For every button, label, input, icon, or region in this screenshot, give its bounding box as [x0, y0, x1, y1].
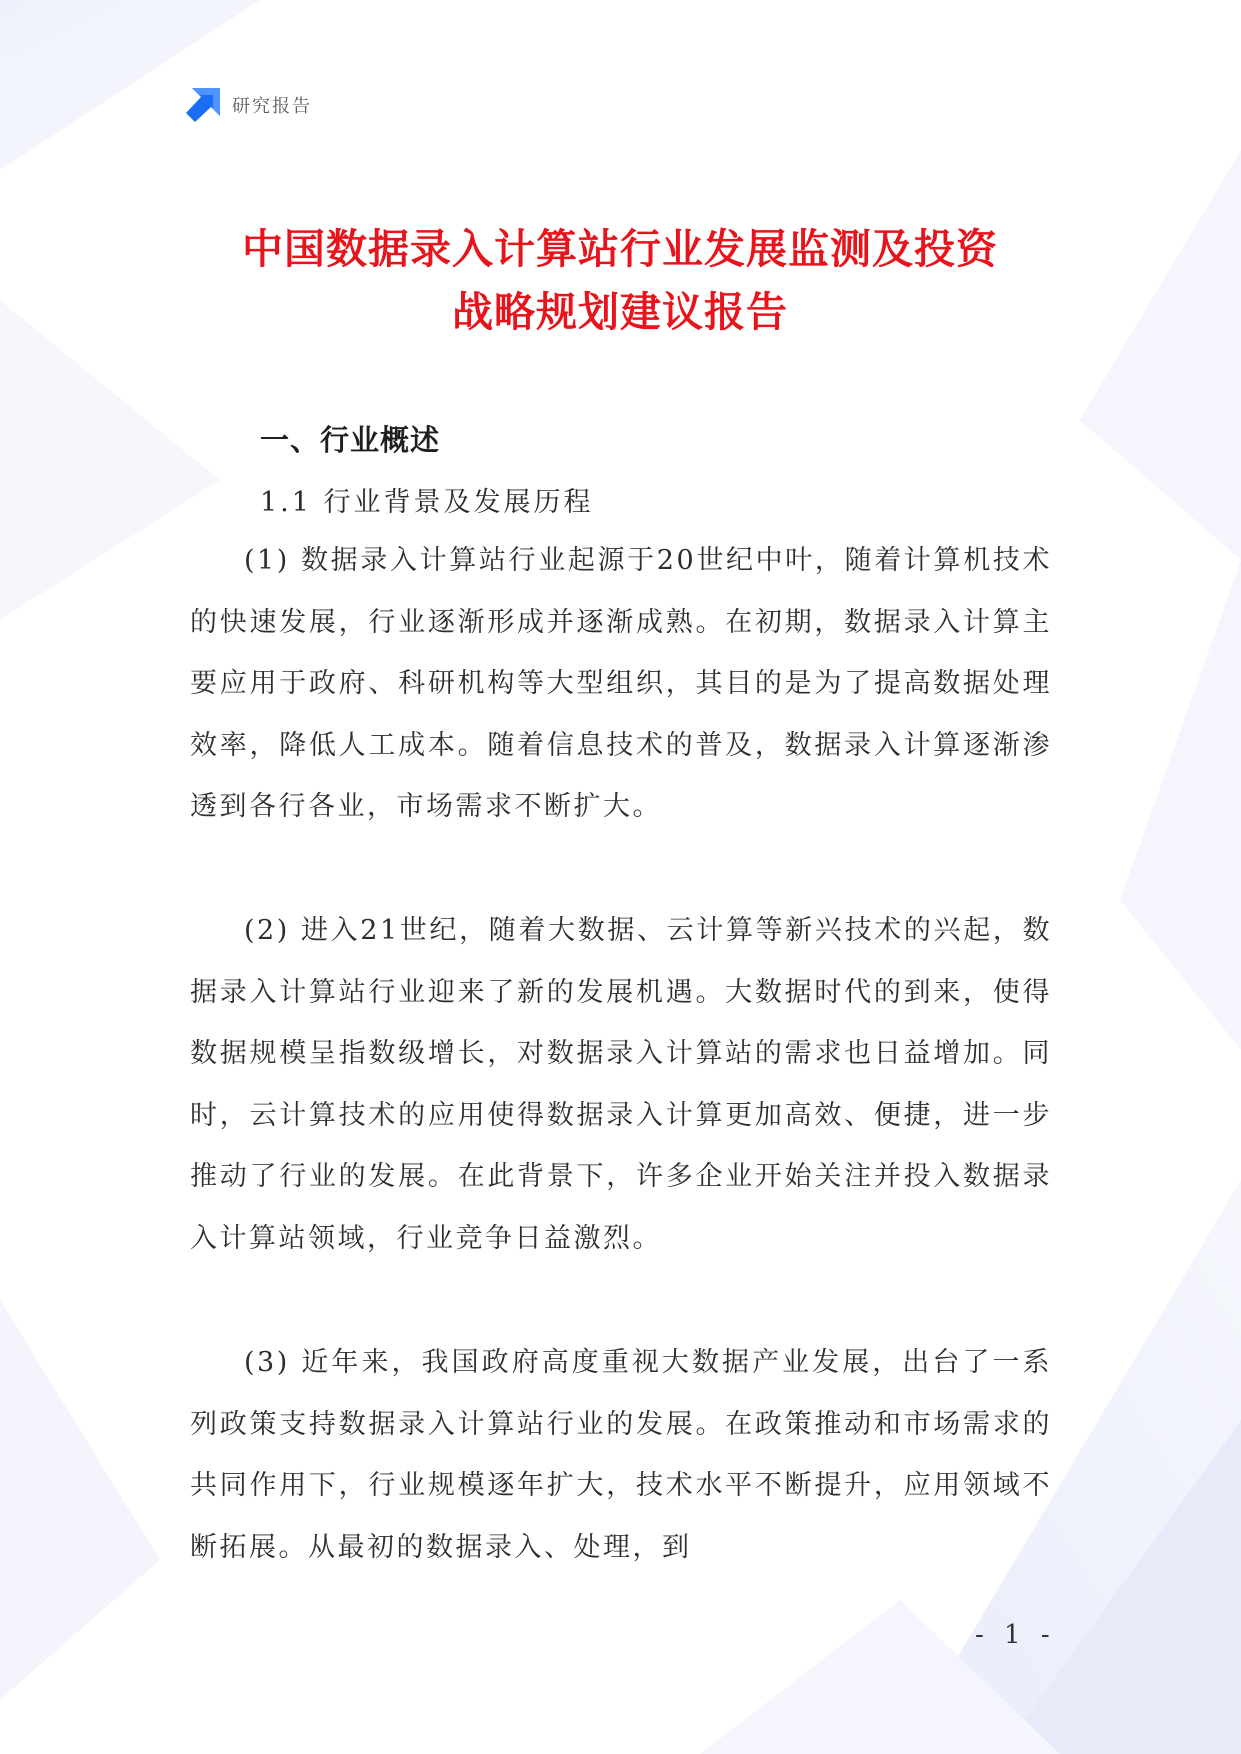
header-label: 研究报告	[232, 96, 312, 117]
body-paragraph-2: (2) 进入21世纪，随着大数据、云计算等新兴技术的兴起，数据录入计算站行业迎来了新的发展机遇。大数据时代的到来，使得数据规模呈指数级增长，对数据录入计算站的需求也日益增加。同时，云计算技术的应用使得数据录入计算更加高效、便捷，进一步推动了行业的发展。在此背景下，许多企业开始关注并投入数据录入计算站领域，行业竞争日益激烈。	[190, 915, 1052, 1254]
section-heading: 一、行业概述	[260, 423, 441, 457]
title-line-2: 战略规划建议报告	[452, 288, 788, 336]
document-title	[150, 218, 1090, 344]
body-paragraph-3-block	[190, 1332, 1052, 1578]
subsection-heading: 1.1 行业背景及发展历程	[260, 487, 594, 518]
report-header	[186, 88, 312, 122]
arrow-up-right-icon	[186, 88, 220, 122]
body-paragraph-1: (1) 数据录入计算站行业起源于20世纪中叶，随着计算机技术的快速发展，行业逐渐形成并逐渐成熟。在初期，数据录入计算主要应用于政府、科研机构等大型组织，其目的是为了提高数据处理效率，降低人工成本。随着信息技术的普及，数据录入计算逐渐渗透到各行各业，市场需求不断扩大。	[190, 545, 1052, 822]
body-paragraph-2-block	[190, 900, 1052, 1269]
body-paragraph-1-block	[190, 530, 1052, 838]
page-number: - 1 -	[975, 1620, 1056, 1650]
body-paragraph-3: (3) 近年来，我国政府高度重视大数据产业发展，出台了一系列政策支持数据录入计算站行业的发展。在政策推动和市场需求的共同作用下，行业规模逐年扩大，技术水平不断提升，应用领域不断拓展。从最初的数据录入、处理，到	[190, 1347, 1052, 1563]
title-line-1: 中国数据录入计算站行业发展监测及投资	[242, 225, 998, 273]
